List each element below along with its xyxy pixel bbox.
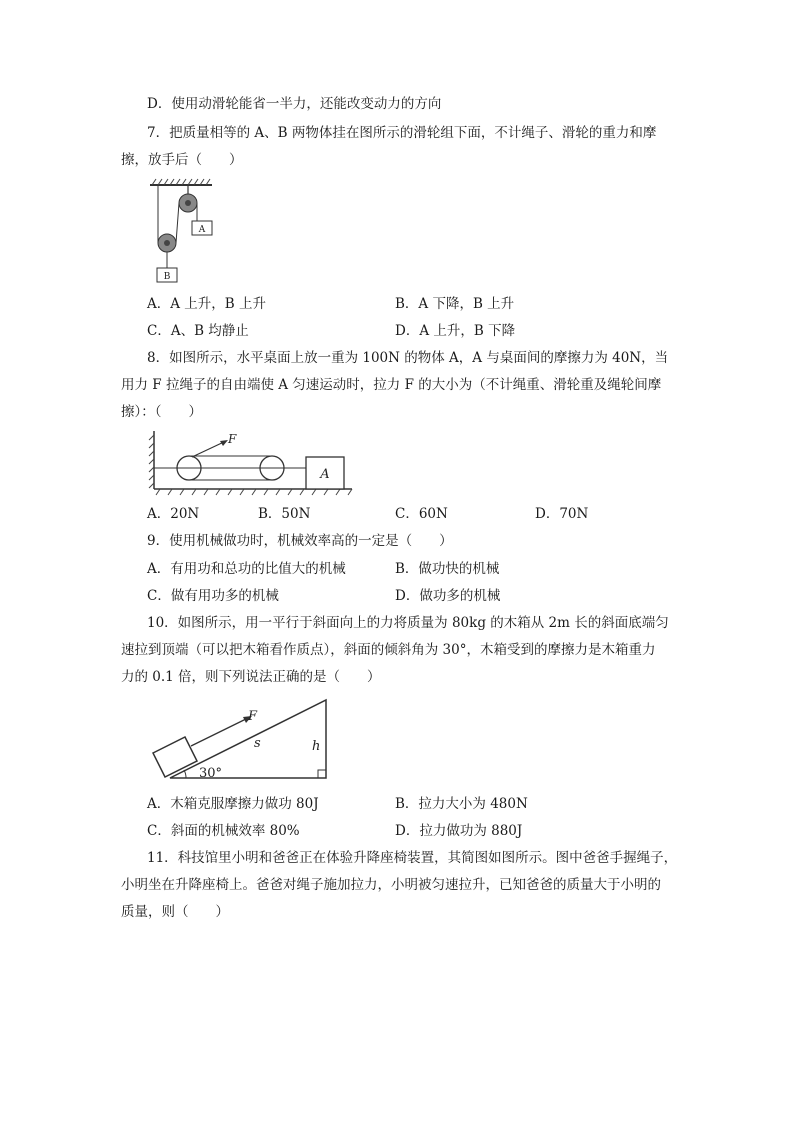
- q7-option-b: B．A 下降，B 上升: [395, 296, 515, 312]
- q8-option-d: D．70N: [535, 506, 589, 522]
- q8-option-a: A．20N: [147, 506, 200, 522]
- q9-stem: 9．使用机械做功时，机械效率高的一定是（ ）: [147, 533, 453, 549]
- q10-force-label: F: [248, 709, 258, 724]
- q8-stem-line1: 8．如图所示，水平桌面上放一重为 100N 的物体 A，A 与桌面间的摩擦力为 40N，当: [147, 350, 669, 366]
- q10-angle-label: 30°: [199, 766, 223, 781]
- q8-pulley-figure: [148, 427, 358, 497]
- q11-stem-line1: 11．科技馆里小明和爸爸正在体验升降座椅装置，其简图如图所示。图中爸爸手握绳子，: [147, 850, 678, 866]
- q9-option-d: D．做功多的机械: [395, 588, 501, 604]
- q10-stem-line3: 力的 0.1 倍，则下列说法正确的是（ ）: [121, 669, 381, 685]
- q7-stem-line2: 擦，放手后（ ）: [121, 152, 243, 168]
- q10-option-c: C．斜面的机械效率 80%: [147, 823, 300, 839]
- q9-option-b: B．做功快的机械: [395, 561, 500, 577]
- q10-incline-figure: [148, 696, 333, 786]
- q8-stem-line3: 擦）：（ ）: [121, 404, 202, 420]
- q11-stem-line3: 质量，则（ ）: [121, 904, 229, 920]
- q7-stem-line1: 7．把质量相等的 A、B 两物体挂在图所示的滑轮组下面，不计绳子、滑轮的重力和摩: [147, 125, 657, 141]
- q6-option-d: D．使用动滑轮能省一半力，还能改变动力的方向: [147, 96, 442, 112]
- q7-option-c: C．A、B 均静止: [147, 323, 249, 339]
- q8-block-a-label: A: [320, 467, 330, 482]
- q9-option-c: C．做有用功多的机械: [147, 588, 279, 604]
- q10-option-d: D．拉力做功为 880J: [395, 823, 523, 839]
- q7-option-a: A．A 上升，B 上升: [147, 296, 267, 312]
- q10-stem-line2: 速拉到顶端（可以把木箱看作质点），斜面的倾斜角为 30°，木箱受到的摩擦力是木箱重力: [121, 642, 656, 658]
- q7-pulley-figure: [140, 175, 220, 285]
- q7-option-d: D．A 上升，B 下降: [395, 323, 516, 339]
- q8-option-c: C．60N: [395, 506, 448, 522]
- q10-stem-line1: 10．如图所示，用一平行于斜面向上的力将质量为 80kg 的木箱从 2m 长的斜面底端匀: [147, 615, 669, 631]
- q9-option-a: A．有用功和总功的比值大的机械: [147, 561, 346, 577]
- q10-length-label: s: [254, 736, 261, 751]
- q8-stem-line2: 用力 F 拉绳子的自由端使 A 匀速运动时，拉力 F 的大小为（不计绳重、滑轮重及绳轮间摩: [121, 377, 662, 393]
- q7-block-b-label: B: [163, 272, 171, 282]
- q8-option-b: B．50N: [258, 506, 311, 522]
- q10-option-a: A．木箱克服摩擦力做功 80J: [147, 796, 319, 812]
- q7-block-a-label: A: [198, 225, 206, 235]
- q10-option-b: B．拉力大小为 480N: [395, 796, 528, 812]
- q10-height-label: h: [312, 739, 321, 754]
- q11-stem-line2: 小明坐在升降座椅上。爸爸对绳子施加拉力，小明被匀速拉升，已知爸爸的质量大于小明的: [121, 877, 661, 893]
- q8-force-label: F: [228, 432, 237, 446]
